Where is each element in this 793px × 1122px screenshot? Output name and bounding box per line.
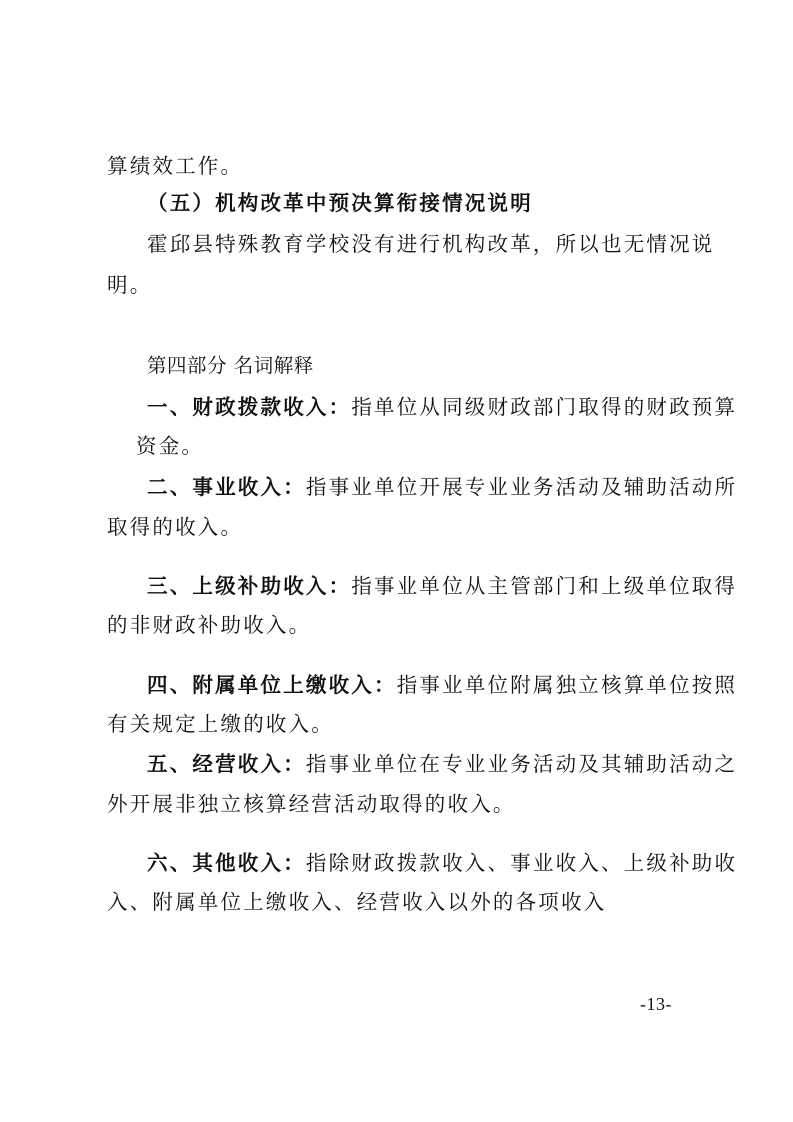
text-line: 取得的收入。 <box>107 515 244 539</box>
text-line: 算绩效工作。 <box>107 154 244 178</box>
term-definition <box>147 573 737 599</box>
term-label: 五、经营收入： <box>147 752 306 776</box>
term-definition <box>147 850 737 876</box>
term-definition <box>147 751 737 777</box>
section-heading: （五）机构改革中预决算衔接情况说明 <box>147 191 533 215</box>
definition-text: 指单位从同级财政部门取得的财政预算 <box>351 395 738 419</box>
text-line: 的非财政补助收入。 <box>107 613 312 637</box>
term-definition <box>147 474 737 500</box>
term-label: 六、其他收入： <box>147 851 306 875</box>
definition-text: 指事业单位在专业业务活动及其辅助活动之 <box>305 752 738 776</box>
term-label: 二、事业收入： <box>147 475 306 499</box>
text-line: 霍邱县特殊教育学校没有进行机构改革，所以也无情况说 <box>147 232 715 256</box>
definition-text: 指事业单位开展专业业务活动及辅助活动所 <box>305 475 738 499</box>
definition-text: 指事业单位附属独立核算单位按照 <box>396 673 738 697</box>
text-line: 入、附属单位上缴收入、经营收入以外的各项收入 <box>107 890 607 914</box>
page-number: -13- <box>640 994 672 1014</box>
text-line: 外开展非独立核算经营活动取得的收入。 <box>107 792 516 816</box>
term-definition <box>147 394 737 420</box>
definition-text: 指事业单位从主管部门和上级单位取得 <box>351 574 738 598</box>
term-definition <box>147 672 737 698</box>
definition-text: 指除财政拨款收入、事业收入、上级补助收 <box>305 851 738 875</box>
text-line: 有关规定上缴的收入。 <box>107 712 334 736</box>
part-heading: 第四部分 名词解释 <box>147 354 314 377</box>
term-label: 四、附属单位上缴收入： <box>147 673 397 697</box>
term-label: 三、上级补助收入： <box>147 574 352 598</box>
term-label: 一、财政拨款收入： <box>147 395 352 419</box>
text-line: 明。 <box>107 273 153 297</box>
text-line: 资金。 <box>136 434 205 458</box>
